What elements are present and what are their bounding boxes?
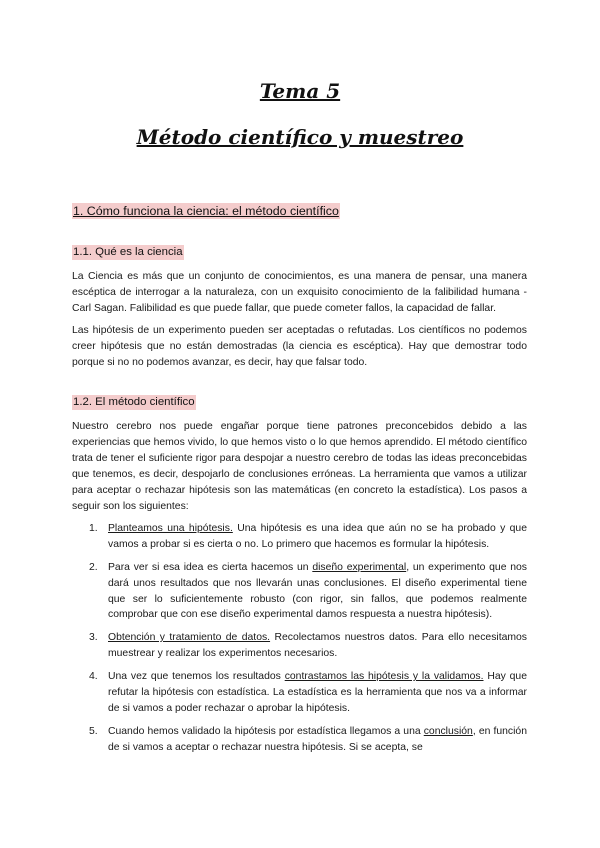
step-text: Hay que refutar la hipótesis con estadística. La estadística es la herramienta que nos va a informar de si vamos a poder rechazar o aprobar la hipótesis. [108,671,527,714]
step-text: Una hipótesis es una idea que aún no se ha probado y que vamos a probar si es cierta o no. Lo primero que hacemos es formular la hipótesis. [108,522,527,550]
list-item [72,521,527,553]
document-subtitle: Método científico y muestreo [136,125,464,149]
paragraph: Nuestro cerebro nos puede engañar porque tiene patrones preconcebidos debido a las experiencias que hemos vivido, lo que hemos visto o lo que hemos aprendido. El método científico trata de tener el suficiente rigor para despojar a nuestro cerebro de todas las ideas preconcebidas que tenemos, es decir, despojarlo de conclusiones erróneas. La herramienta que vamos a utilizar para aceptar o rechazar hipótesis son las matemáticas (en concreto la estadística). Los pasos a seguir son los siguientes: [72,421,527,512]
list-number: 4. [89,671,98,683]
steps-list [72,521,527,756]
section-1-heading: 1. Cómo funciona la ciencia: el método científico [73,204,339,218]
title-block [0,78,600,150]
section-1-1-heading: 1.1. Qué es la ciencia [73,246,183,258]
step-text: Para ver si esa idea es cierta hacemos un [108,561,313,573]
step-text: Recolectamos nuestros datos. Para ello necesitamos muestrear y realizar los experimentos necesarios. [108,632,527,660]
list-item [72,724,527,756]
section-1-2-heading: 1.2. El método científico [73,396,195,409]
document-title: Tema 5 [259,79,341,103]
document-body [72,202,527,763]
step-text: , en función de si vamos a aceptar o rechazar nuestra hipótesis. Si se acepta, se [108,725,527,753]
step-text: Una vez que tenemos los resultados [108,671,285,683]
step-keyword: conclusión [423,725,473,737]
list-number: 5. [89,725,98,737]
list-item [72,669,527,717]
step-keyword: Planteamos una hipótesis. [108,522,233,534]
step-keyword: Obtención y tratamiento de datos. [108,632,271,644]
list-item [72,630,527,662]
step-text: , un experimento que nos dará unos resultados que nos llevarán unas conclusiones. El diseño experimental tiene que ser lo suficientemente robusto (con rigor, sin fallos, que podemos realmente comprobar que con ese diseño experimental damos respuesta a nuestra hipótesis). [108,561,527,621]
step-keyword: contrastamos las hipótesis y la validamos. [284,671,484,683]
list-item [72,560,527,624]
list-number: 1. [89,522,98,534]
list-number: 3. [89,632,98,644]
paragraph: Las hipótesis de un experimento pueden ser aceptadas o refutadas. Los científicos no podemos creer hipótesis que no están demostradas (la ciencia es escéptica). Hay que demostrar todo porque si no no podemos avanzar, es decir, hay que falsar todo. [72,324,527,368]
list-number: 2. [89,561,98,573]
step-keyword: diseño experimental [312,561,407,573]
step-text: Cuando hemos validado la hipótesis por estadística llegamos a una [108,725,424,737]
paragraph: La Ciencia es más que un conjunto de conocimientos, es una manera de pensar, una manera escéptica de interrogar a la naturaleza, con un exquisito conocimiento de la falibilidad humana - Carl Sagan. Falibilidad es que puede fallar, que puede cometer fallos, la capacidad de fallar. [72,271,527,314]
